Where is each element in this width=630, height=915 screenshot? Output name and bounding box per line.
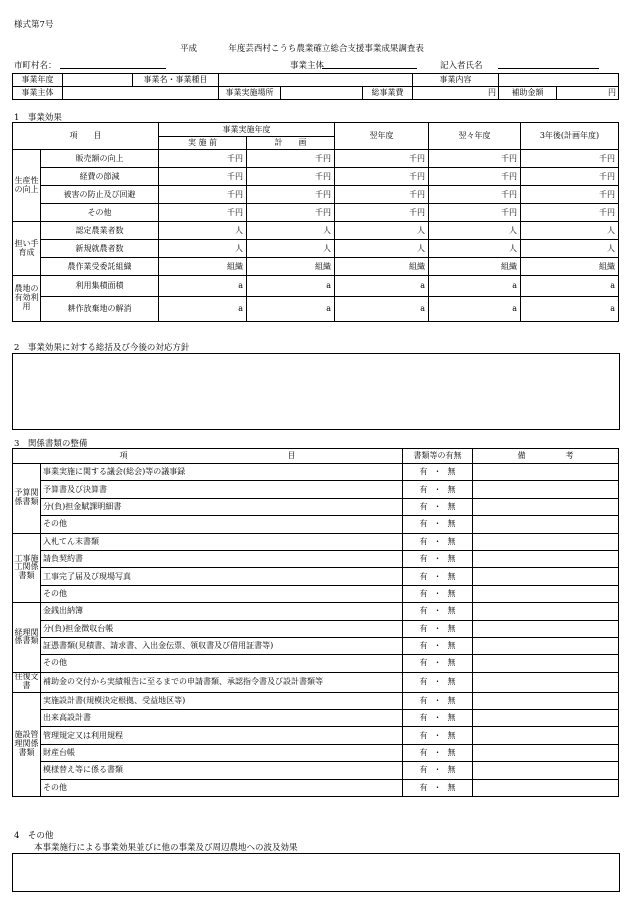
documents-row xyxy=(13,498,619,515)
status-yes[interactable]: 有 xyxy=(419,782,428,792)
docs-status-cell[interactable] xyxy=(403,533,473,550)
effects-value-cell[interactable]: a xyxy=(429,276,521,297)
title-era: 平成 xyxy=(180,44,198,54)
documents-row xyxy=(13,533,619,550)
status-no[interactable]: 無 xyxy=(447,623,456,633)
status-no[interactable]: 無 xyxy=(447,467,456,477)
effects-value-cell[interactable]: a xyxy=(247,276,335,297)
effects-value-cell[interactable]: a xyxy=(335,297,429,322)
docs-item-label: 模様替え等に係る書類 xyxy=(41,762,403,779)
docs-status-cell[interactable] xyxy=(403,762,473,779)
effects-value-cell[interactable]: 千円 xyxy=(429,186,521,204)
docs-item-label: 管理規定又は利用規程 xyxy=(41,727,403,744)
docs-item-label: 出来高設計書 xyxy=(41,710,403,727)
docs-remarks-cell[interactable] xyxy=(473,744,619,761)
effects-value-cell[interactable]: 人 xyxy=(247,222,335,240)
info-entity-value[interactable] xyxy=(63,87,219,100)
docs-remarks-cell[interactable] xyxy=(473,550,619,567)
info-project-name-value[interactable] xyxy=(219,74,413,87)
effects-value-cell[interactable]: 千円 xyxy=(335,150,429,168)
section4-title: 4 その他 xyxy=(14,831,54,841)
docs-status-cell[interactable] xyxy=(403,672,473,692)
effects-value-cell[interactable]: 人 xyxy=(521,240,619,258)
section3-title: 3 関係書類の整備 xyxy=(14,439,88,449)
docs-item-label: 金銭出納簿 xyxy=(41,603,403,620)
title-text: 年度芸西村こうち農業確立総合支援事業成果調査表 xyxy=(228,44,424,54)
docs-remarks-cell[interactable] xyxy=(473,516,619,533)
status-yes[interactable]: 有 xyxy=(419,765,428,775)
status-yes[interactable]: 有 xyxy=(419,641,428,651)
docs-col-status: 書類等の有無 xyxy=(403,449,473,464)
effects-row xyxy=(13,186,619,204)
documents-row xyxy=(13,481,619,498)
effects-value-cell[interactable]: 千円 xyxy=(521,204,619,222)
documents-row xyxy=(13,672,619,692)
writer-label: 記入者氏名 xyxy=(440,61,483,71)
effects-value-cell[interactable]: 千円 xyxy=(521,186,619,204)
effects-value-cell[interactable]: 人 xyxy=(521,222,619,240)
status-separator: ・ xyxy=(433,782,442,792)
effects-value-cell[interactable]: 千円 xyxy=(159,186,247,204)
status-separator: ・ xyxy=(433,623,442,633)
info-subsidy-label: 補助金額 xyxy=(499,87,557,100)
docs-status-cell[interactable] xyxy=(403,585,473,602)
status-separator: ・ xyxy=(433,677,442,687)
status-no[interactable]: 無 xyxy=(447,677,456,687)
documents-table xyxy=(12,448,619,797)
docs-remarks-cell[interactable] xyxy=(473,637,619,654)
status-no[interactable]: 無 xyxy=(447,484,456,494)
status-separator: ・ xyxy=(433,501,442,511)
effects-value-cell[interactable]: 組織 xyxy=(521,258,619,276)
status-separator: ・ xyxy=(433,571,442,581)
docs-item-label: その他 xyxy=(41,655,403,672)
effects-value-cell[interactable]: 千円 xyxy=(247,186,335,204)
docs-item-label: 分(負)担金徴収台帳 xyxy=(41,620,403,637)
effects-value-cell[interactable]: 人 xyxy=(429,240,521,258)
effects-value-cell[interactable]: 人 xyxy=(247,240,335,258)
section1-title: 1 事業効果 xyxy=(14,113,62,123)
effects-value-cell[interactable]: 人 xyxy=(335,222,429,240)
docs-status-cell[interactable] xyxy=(403,516,473,533)
entity-label: 事業主体 xyxy=(290,61,325,71)
effects-item-label: 耕作放棄地の解消 xyxy=(41,297,159,322)
entity-field[interactable] xyxy=(322,59,417,69)
status-no[interactable]: 無 xyxy=(447,571,456,581)
docs-remarks-cell[interactable] xyxy=(473,533,619,550)
docs-status-cell[interactable] xyxy=(403,710,473,727)
status-no[interactable]: 無 xyxy=(447,501,456,511)
effects-group-label: 担い手育成 xyxy=(13,222,41,276)
status-no[interactable]: 無 xyxy=(447,765,456,775)
documents-row xyxy=(13,550,619,567)
effects-row xyxy=(13,168,619,186)
effects-value-cell[interactable]: 組織 xyxy=(429,258,521,276)
effects-value-cell[interactable]: a xyxy=(521,297,619,322)
status-yes[interactable]: 有 xyxy=(419,588,428,598)
section2-title: 2 事業効果に対する総括及び今後の対応方針 xyxy=(14,343,190,353)
effects-value-cell[interactable]: 千円 xyxy=(247,150,335,168)
status-separator: ・ xyxy=(433,536,442,546)
effects-col-3-years-later: 3年後(計画年度) xyxy=(521,123,619,150)
docs-remarks-cell[interactable] xyxy=(473,620,619,637)
status-separator: ・ xyxy=(433,765,442,775)
status-no[interactable]: 無 xyxy=(447,713,456,723)
status-no[interactable]: 無 xyxy=(447,695,456,705)
status-separator: ・ xyxy=(433,588,442,598)
docs-item-label: 補助金の交付から実績報告に至るまでの申請書類、承認指令書及び設計書類等 xyxy=(41,672,403,692)
docs-item-label: その他 xyxy=(41,585,403,602)
status-separator: ・ xyxy=(433,695,442,705)
info-year-value[interactable] xyxy=(63,74,133,87)
status-separator: ・ xyxy=(433,713,442,723)
docs-item-label: 工事完了届及び現場写真 xyxy=(41,568,403,585)
effects-value-cell[interactable]: 千円 xyxy=(521,168,619,186)
effects-col-item: 項 目 xyxy=(13,123,159,150)
effects-value-cell[interactable]: 千円 xyxy=(335,168,429,186)
docs-status-cell[interactable] xyxy=(403,550,473,567)
docs-remarks-cell[interactable] xyxy=(473,585,619,602)
status-yes[interactable]: 有 xyxy=(419,748,428,758)
docs-group-label: 施設管理関係書類 xyxy=(13,692,41,796)
info-subsidy-value[interactable]: 円 xyxy=(557,87,619,100)
effects-row xyxy=(13,222,619,240)
effects-item-label: 認定農業者数 xyxy=(41,222,159,240)
effects-value-cell[interactable]: 千円 xyxy=(521,150,619,168)
documents-row xyxy=(13,779,619,796)
documents-row xyxy=(13,762,619,779)
effects-value-cell[interactable]: 千円 xyxy=(429,168,521,186)
docs-remarks-cell[interactable] xyxy=(473,603,619,620)
effects-value-cell[interactable]: 千円 xyxy=(159,150,247,168)
effects-row xyxy=(13,258,619,276)
other-effects-textarea[interactable] xyxy=(12,853,620,892)
writer-field[interactable] xyxy=(498,59,599,69)
status-no[interactable]: 無 xyxy=(447,606,456,616)
status-separator: ・ xyxy=(433,467,442,477)
effects-row xyxy=(13,240,619,258)
effects-col-next-year: 翌年度 xyxy=(335,123,429,150)
docs-item-label: 事業実施に関する議会(総会)等の議事録 xyxy=(41,464,403,481)
docs-item-label: その他 xyxy=(41,779,403,796)
docs-status-cell[interactable] xyxy=(403,498,473,515)
effects-value-cell[interactable]: 人 xyxy=(335,240,429,258)
effects-item-label: 販売額の向上 xyxy=(41,150,159,168)
info-total-cost-label: 総事業費 xyxy=(363,87,413,100)
status-separator: ・ xyxy=(433,730,442,740)
status-yes[interactable]: 有 xyxy=(419,554,428,564)
status-no[interactable]: 無 xyxy=(447,730,456,740)
effects-value-cell[interactable]: 千円 xyxy=(429,204,521,222)
section4-subtitle: 本事業施行による事業効果並びに他の事業及び周辺農地への波及効果 xyxy=(34,843,298,853)
info-content-value[interactable] xyxy=(499,74,619,87)
effects-value-cell[interactable]: 千円 xyxy=(429,150,521,168)
docs-group-label: 経理関係書類 xyxy=(13,603,41,673)
effects-row xyxy=(13,204,619,222)
docs-remarks-cell[interactable] xyxy=(473,655,619,672)
status-yes[interactable]: 有 xyxy=(419,571,428,581)
effects-value-cell[interactable]: a xyxy=(335,276,429,297)
docs-remarks-cell[interactable] xyxy=(473,779,619,796)
documents-row xyxy=(13,710,619,727)
docs-status-cell[interactable] xyxy=(403,744,473,761)
docs-status-cell[interactable] xyxy=(403,779,473,796)
docs-remarks-cell[interactable] xyxy=(473,710,619,727)
municipality-field[interactable] xyxy=(60,59,166,69)
docs-remarks-cell[interactable] xyxy=(473,672,619,692)
docs-group-label: 往復文書 xyxy=(14,672,39,691)
docs-status-cell[interactable] xyxy=(403,603,473,620)
status-yes[interactable]: 有 xyxy=(419,713,428,723)
docs-group-label: 工事施工関係書類 xyxy=(13,533,41,603)
docs-status-cell[interactable] xyxy=(403,568,473,585)
status-separator: ・ xyxy=(433,554,442,564)
effects-item-label: 新規就農者数 xyxy=(41,240,159,258)
status-no[interactable]: 無 xyxy=(447,782,456,792)
docs-item-label: 財産台帳 xyxy=(41,744,403,761)
status-yes[interactable]: 有 xyxy=(419,467,428,477)
effects-value-cell[interactable]: 人 xyxy=(429,222,521,240)
documents-row xyxy=(13,655,619,672)
effects-item-label: 農作業受委託組織 xyxy=(41,258,159,276)
docs-remarks-cell[interactable] xyxy=(473,692,619,709)
status-yes[interactable]: 有 xyxy=(419,677,428,687)
status-no[interactable]: 無 xyxy=(447,641,456,651)
docs-item-label: 入札てん末書類 xyxy=(41,533,403,550)
docs-remarks-cell[interactable] xyxy=(473,498,619,515)
effects-value-cell[interactable]: a xyxy=(159,297,247,322)
effects-table xyxy=(12,122,619,322)
effects-item-label: その他 xyxy=(41,204,159,222)
form-number: 様式第7号 xyxy=(14,20,54,30)
effects-col-year-after-next: 翌々年度 xyxy=(429,123,521,150)
effects-value-cell[interactable]: 千円 xyxy=(247,204,335,222)
docs-group-label: 予算関係書類 xyxy=(13,464,41,534)
effects-value-cell[interactable]: 組織 xyxy=(335,258,429,276)
docs-remarks-cell[interactable] xyxy=(473,568,619,585)
effects-value-cell[interactable]: a xyxy=(159,276,247,297)
effects-value-cell[interactable]: 千円 xyxy=(335,186,429,204)
effects-value-cell[interactable]: 人 xyxy=(159,222,247,240)
document-title xyxy=(180,42,424,54)
status-yes[interactable]: 有 xyxy=(419,730,428,740)
info-table xyxy=(12,73,619,100)
status-no[interactable]: 無 xyxy=(447,536,456,546)
effects-item-label: 被害の防止及び回避 xyxy=(41,186,159,204)
status-no[interactable]: 無 xyxy=(447,519,456,529)
status-yes[interactable]: 有 xyxy=(419,501,428,511)
docs-status-cell[interactable] xyxy=(403,620,473,637)
docs-remarks-cell[interactable] xyxy=(473,762,619,779)
docs-item-label: 証憑書類(見積書、請求書、入出金伝票、領収書及び借用証書等) xyxy=(41,637,403,654)
documents-row xyxy=(13,464,619,481)
status-separator: ・ xyxy=(433,606,442,616)
status-separator: ・ xyxy=(433,748,442,758)
effects-col-before: 実 施 前 xyxy=(159,137,247,150)
effects-value-cell[interactable]: 千円 xyxy=(159,168,247,186)
effects-col-impl-year: 事業実施年度 xyxy=(159,123,335,137)
status-separator: ・ xyxy=(433,641,442,651)
docs-item-label: その他 xyxy=(41,516,403,533)
documents-row xyxy=(13,727,619,744)
effects-row xyxy=(13,297,619,322)
status-no[interactable]: 無 xyxy=(447,554,456,564)
docs-status-cell[interactable] xyxy=(403,481,473,498)
status-no[interactable]: 無 xyxy=(447,748,456,758)
docs-status-cell[interactable] xyxy=(403,655,473,672)
effects-value-cell[interactable]: 千円 xyxy=(247,168,335,186)
docs-status-cell[interactable] xyxy=(403,727,473,744)
effects-group-label: 生産性の向上 xyxy=(13,150,41,222)
docs-status-cell[interactable] xyxy=(403,692,473,709)
effects-item-label: 経費の節減 xyxy=(41,168,159,186)
docs-status-cell[interactable] xyxy=(403,464,473,481)
docs-remarks-cell[interactable] xyxy=(473,727,619,744)
effects-value-cell[interactable]: 千円 xyxy=(335,204,429,222)
documents-row xyxy=(13,585,619,602)
info-entity-label: 事業主体 xyxy=(13,87,63,100)
status-yes[interactable]: 有 xyxy=(419,695,428,705)
effects-value-cell[interactable]: 組織 xyxy=(247,258,335,276)
status-yes[interactable]: 有 xyxy=(419,536,428,546)
info-content-label: 事業内容 xyxy=(413,74,499,87)
documents-row xyxy=(13,692,619,709)
info-total-cost-value[interactable]: 円 xyxy=(413,87,499,100)
documents-row xyxy=(13,620,619,637)
docs-status-cell[interactable] xyxy=(403,637,473,654)
effects-row xyxy=(13,276,619,297)
effects-value-cell[interactable]: 千円 xyxy=(159,204,247,222)
effects-value-cell[interactable]: a xyxy=(429,297,521,322)
info-location-value[interactable] xyxy=(281,87,363,100)
docs-item-label: 請負契約書 xyxy=(41,550,403,567)
status-yes[interactable]: 有 xyxy=(419,484,428,494)
effects-item-label: 利用集積面積 xyxy=(41,276,159,297)
documents-row xyxy=(13,568,619,585)
documents-row xyxy=(13,637,619,654)
status-separator: ・ xyxy=(433,484,442,494)
status-separator: ・ xyxy=(433,519,442,529)
effects-value-cell[interactable]: a xyxy=(521,276,619,297)
docs-col-remarks: 備 考 xyxy=(473,449,619,464)
effects-value-cell[interactable]: 人 xyxy=(159,240,247,258)
docs-col-item: 項 目 xyxy=(13,449,403,464)
effects-group-label: 農地の有効利用 xyxy=(13,276,41,322)
municipality-label: 市町村名： xyxy=(14,61,57,71)
effects-value-cell[interactable]: a xyxy=(247,297,335,322)
documents-row xyxy=(13,744,619,761)
summary-textarea[interactable] xyxy=(12,353,620,430)
effects-col-plan: 計 画 xyxy=(247,137,335,150)
docs-remarks-cell[interactable] xyxy=(473,464,619,481)
docs-remarks-cell[interactable] xyxy=(473,481,619,498)
documents-row xyxy=(13,516,619,533)
status-yes[interactable]: 有 xyxy=(419,658,428,668)
status-yes[interactable]: 有 xyxy=(419,519,428,529)
docs-item-label: 実施設計書(規模決定根拠、受益地区等) xyxy=(41,692,403,709)
status-yes[interactable]: 有 xyxy=(419,623,428,633)
effects-row xyxy=(13,150,619,168)
effects-value-cell[interactable]: 組織 xyxy=(159,258,247,276)
status-yes[interactable]: 有 xyxy=(419,606,428,616)
docs-item-label: 予算書及び決算書 xyxy=(41,481,403,498)
info-project-name-label: 事業名・事業種目 xyxy=(133,74,219,87)
docs-item-label: 分(負)担金賦課明細書 xyxy=(41,498,403,515)
info-location-label: 事業実施場所 xyxy=(219,87,281,100)
info-year-label: 事業年度 xyxy=(13,74,63,87)
documents-row xyxy=(13,603,619,620)
status-no[interactable]: 無 xyxy=(447,658,456,668)
status-no[interactable]: 無 xyxy=(447,588,456,598)
status-separator: ・ xyxy=(433,658,442,668)
